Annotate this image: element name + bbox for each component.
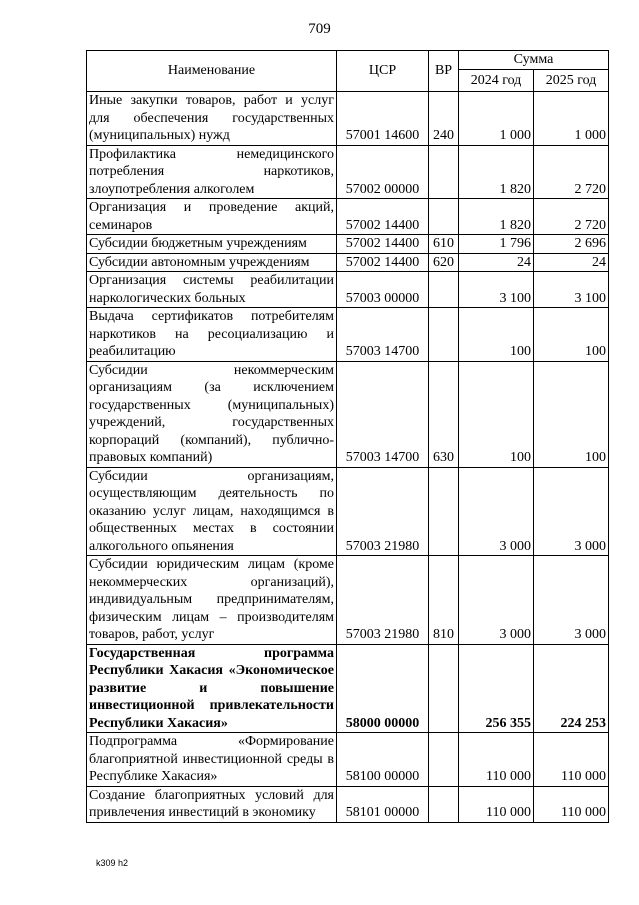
- header-2024: 2024 год: [459, 69, 534, 92]
- row-vr: [429, 786, 459, 822]
- row-name: Подпрограмма «Формирование благоприятной инвестиционной среды в Республике Хакасия»: [87, 733, 337, 787]
- table-row: [87, 92, 609, 146]
- row-csr: 58000 00000: [337, 644, 429, 733]
- row-vr: 240: [429, 92, 459, 146]
- table-row: [87, 145, 609, 199]
- row-2024: 110 000: [459, 786, 534, 822]
- row-vr: [429, 644, 459, 733]
- row-2025: 24: [534, 253, 609, 272]
- table-row: [87, 733, 609, 787]
- header-name: Наименование: [87, 51, 337, 92]
- row-2024: 110 000: [459, 733, 534, 787]
- row-2025: 2 696: [534, 235, 609, 254]
- row-2024: 3 000: [459, 467, 534, 556]
- header-row: [87, 51, 609, 70]
- row-vr: [429, 199, 459, 235]
- row-2025: 2 720: [534, 199, 609, 235]
- row-vr: [429, 272, 459, 308]
- row-2024: 3 100: [459, 272, 534, 308]
- row-name: Профилактика немедицинского потребления наркотиков, злоупотребления алкоголем: [87, 145, 337, 199]
- table-row: [87, 556, 609, 645]
- row-2025: 224 253: [534, 644, 609, 733]
- footer-code: k309 h2: [96, 858, 129, 868]
- row-vr: 620: [429, 253, 459, 272]
- row-name: Государственная программа Республики Хакасия «Экономическое развитие и повышение инвестиционной привлекательности Республики Хакасия»: [87, 644, 337, 733]
- table-row: [87, 272, 609, 308]
- page-number: 709: [308, 21, 331, 37]
- row-2024: 100: [459, 308, 534, 362]
- row-2025: 2 720: [534, 145, 609, 199]
- row-vr: [429, 308, 459, 362]
- row-2024: 100: [459, 361, 534, 467]
- table-row: [87, 786, 609, 822]
- row-vr: 810: [429, 556, 459, 645]
- row-name: Субсидии бюджетным учреждениям: [87, 235, 337, 254]
- row-2024: 1 820: [459, 145, 534, 199]
- table-row: [87, 253, 609, 272]
- row-2025: 1 000: [534, 92, 609, 146]
- row-2025: 100: [534, 308, 609, 362]
- row-vr: [429, 467, 459, 556]
- row-csr: 57002 14400: [337, 235, 429, 254]
- row-csr: 57003 14700: [337, 361, 429, 467]
- row-vr: 610: [429, 235, 459, 254]
- row-csr: 57001 14600: [337, 92, 429, 146]
- row-2024: 1 820: [459, 199, 534, 235]
- row-2025: 3 100: [534, 272, 609, 308]
- row-csr: 57003 00000: [337, 272, 429, 308]
- row-csr: 57003 21980: [337, 556, 429, 645]
- row-name: Субсидии автономным учреждениям: [87, 253, 337, 272]
- row-2024: 24: [459, 253, 534, 272]
- header-sum: Сумма: [459, 51, 609, 70]
- row-name: Иные закупки товаров, работ и услуг для обеспечения государственных (муниципальных) нужд: [87, 92, 337, 146]
- row-name: Субсидии некоммерческим организациям (за исключением государственных (муниципальных) учреждений, государственных корпораций (компаний), публично-правовых компаний): [87, 361, 337, 467]
- row-name: Организация системы реабилитации наркологических больных: [87, 272, 337, 308]
- row-name: Организация и проведение акций, семинаров: [87, 199, 337, 235]
- table-row: [87, 199, 609, 235]
- row-2024: 256 355: [459, 644, 534, 733]
- row-csr: 57003 14700: [337, 308, 429, 362]
- row-csr: 57003 21980: [337, 467, 429, 556]
- budget-table: [86, 50, 609, 823]
- row-vr: [429, 145, 459, 199]
- row-2025: 3 000: [534, 467, 609, 556]
- row-2025: 110 000: [534, 733, 609, 787]
- table-row: [87, 361, 609, 467]
- row-csr: 58100 00000: [337, 733, 429, 787]
- table-row: [87, 308, 609, 362]
- table-row: [87, 467, 609, 556]
- header-2025: 2025 год: [534, 69, 609, 92]
- row-csr: 57002 14400: [337, 199, 429, 235]
- table-row: [87, 235, 609, 254]
- table-row-program: [87, 644, 609, 733]
- row-csr: 57002 14400: [337, 253, 429, 272]
- header-vr: ВР: [429, 51, 459, 92]
- row-2024: 3 000: [459, 556, 534, 645]
- header-csr: ЦСР: [337, 51, 429, 92]
- row-name: Создание благоприятных условий для привлечения инвестиций в экономику: [87, 786, 337, 822]
- row-2025: 3 000: [534, 556, 609, 645]
- row-name: Выдача сертификатов потребителям наркотиков на ресоциализацию и реабилитацию: [87, 308, 337, 362]
- row-csr: 57002 00000: [337, 145, 429, 199]
- row-vr: 630: [429, 361, 459, 467]
- row-2024: 1 000: [459, 92, 534, 146]
- row-name: Субсидии организациям, осуществляющим деятельность по оказанию услуг лицам, находящимся в общественных местах в состоянии алкогольного опьянения: [87, 467, 337, 556]
- row-2025: 110 000: [534, 786, 609, 822]
- row-2024: 1 796: [459, 235, 534, 254]
- row-name: Субсидии юридическим лицам (кроме некоммерческих организаций), индивидуальным предпринимателям, физическим лицам – производителям товаров, работ, услуг: [87, 556, 337, 645]
- row-csr: 58101 00000: [337, 786, 429, 822]
- row-vr: [429, 733, 459, 787]
- row-2025: 100: [534, 361, 609, 467]
